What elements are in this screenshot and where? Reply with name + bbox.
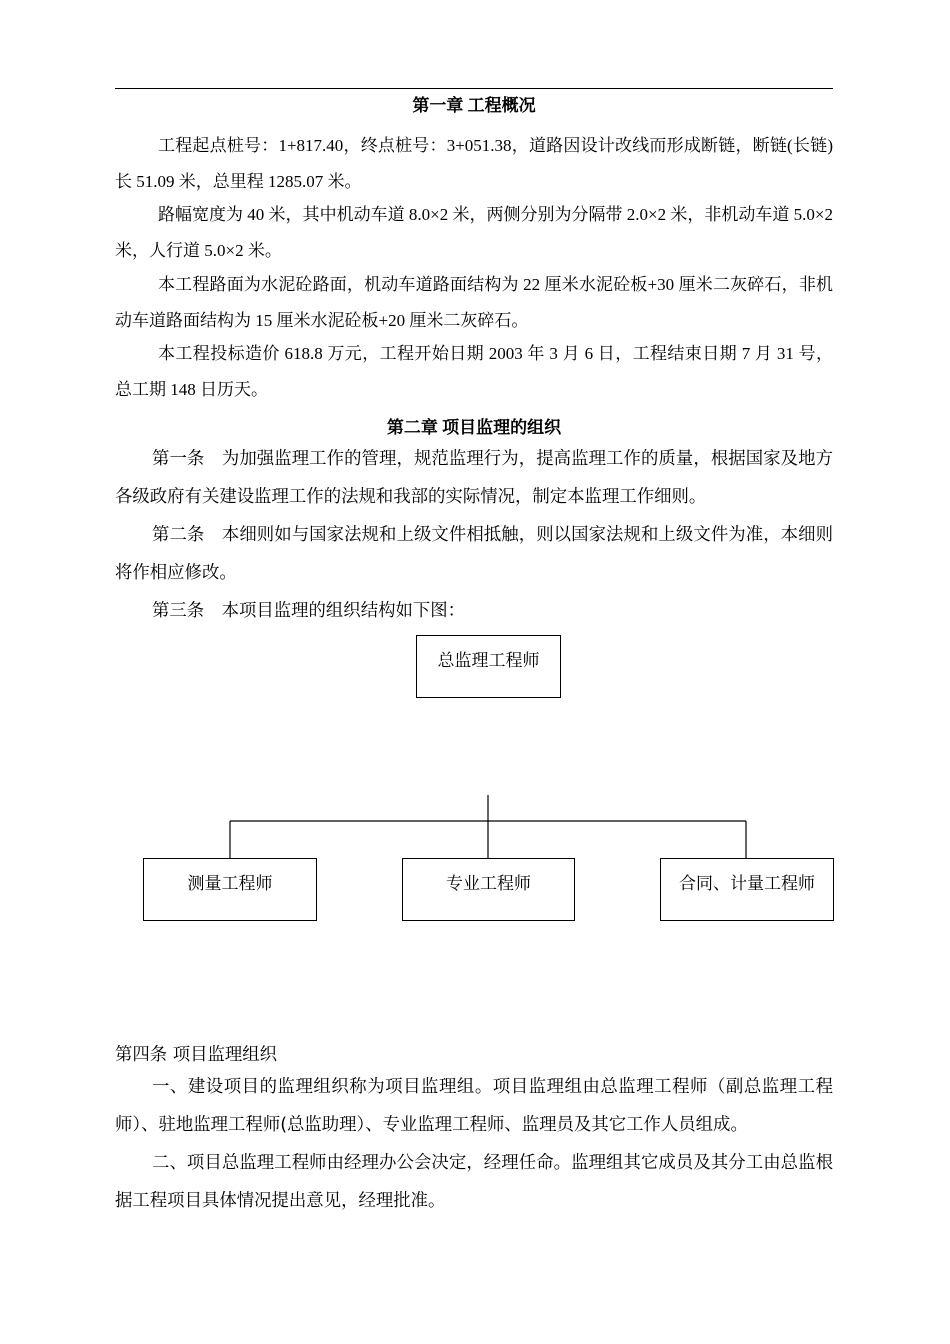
article-4-title: 第四条 项目监理组织 — [115, 1045, 278, 1065]
chapter1-title: 第一章 工程概况 — [412, 96, 536, 115]
chapter2-title: 第二章 项目监理的组织 — [386, 418, 562, 437]
article-2: 第二条 本细则如与国家法规和上级文件相抵触，则以国家法规和上级文件为准，本细则将作相应修改。 — [115, 525, 833, 583]
chapter1-paragraph: 本工程投标造价 618.8 万元，工程开始日期 2003 年 3 月 6 日，工程结束日期 7 月 31 号，总工期 148 日历天。 — [115, 344, 833, 399]
article-4-item: 一、建设项目的监理组织称为项目监理组。项目监理组由总监理工程师（副总监理工程师）、驻地监理工程师(总监助理）、专业监理工程师、监理员及其它工作人员组成。 — [115, 1077, 833, 1135]
org-box-survey-engineer: 测量工程师 — [143, 858, 317, 921]
article-4-item: 二、项目总监理工程师由经理办公会决定，经理任命。监理组其它成员及其分工由总监根据工程项目具体情况提出意见，经理批准。 — [115, 1153, 833, 1211]
org-box-chief-engineer: 总监理工程师 — [416, 635, 561, 698]
chapter1-paragraph: 工程起点桩号：1+817.40，终点桩号：3+051.38，道路因设计改线而形成断链，断链(长链)长 51.09 米，总里程 1285.07 米。 — [115, 136, 833, 191]
org-box-contract-engineer: 合同、计量工程师 — [660, 858, 834, 921]
chapter1-paragraph: 路幅宽度为 40 米，其中机动车道 8.0×2 米，两侧分别为分隔带 2.0×2 米，非机动车道 5.0×2 米，人行道 5.0×2 米。 — [115, 205, 833, 260]
article-1: 第一条 为加强监理工作的管理，规范监理行为，提高监理工作的质量，根据国家及地方各级政府有关建设监理工作的法规和我部的实际情况，制定本监理工作细则。 — [115, 449, 833, 507]
article-3: 第三条 本项目监理的组织结构如下图： — [152, 601, 466, 621]
org-box-specialist-engineer: 专业工程师 — [402, 858, 575, 921]
chapter1-paragraph: 本工程路面为水泥砼路面，机动车道路面结构为 22 厘米水泥砼板+30 厘米二灰碎石，非机动车道路面结构为 15 厘米水泥砼板+20 厘米二灰碎石。 — [115, 275, 833, 330]
